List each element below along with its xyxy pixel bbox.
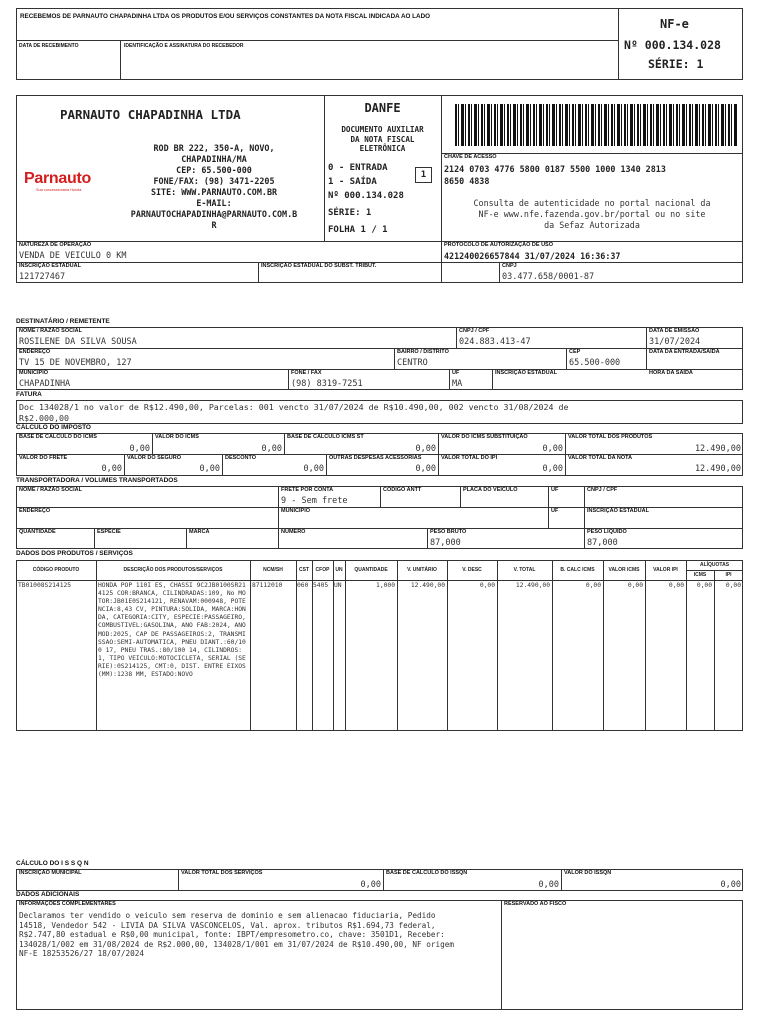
- th-aliquotas: ALÍQUOTAS: [699, 562, 730, 568]
- transp-antt-label: CÓDIGO ANTT: [383, 487, 422, 493]
- imposto-r2-label: VALOR DO SEGURO: [127, 455, 181, 461]
- endereco-line: CHAPADINHA/MA: [181, 154, 247, 164]
- item-codigo: TB01008S214125: [18, 582, 72, 589]
- cnpj-emitente-label: CNPJ: [502, 263, 517, 269]
- danfe-title: DANFE: [364, 101, 401, 115]
- reservado-fisco-label: RESERVADO AO FISCO: [504, 901, 567, 907]
- item-total: 12.490,00: [515, 582, 550, 589]
- th-cfop: CFOP: [315, 567, 330, 573]
- transp-cnpj-label: CNPJ / CPF: [587, 487, 618, 493]
- transp-frete: 9 - Sem frete: [281, 496, 348, 506]
- imposto-r2-value: 0,00: [101, 464, 122, 474]
- imposto-r2-value: 0,00: [542, 464, 563, 474]
- imposto-r1-label: VALOR DO ICMS SUBSTITUIÇÃO: [441, 434, 528, 440]
- emitente-endereco: [104, 143, 324, 231]
- info-complementares-label: INFORMAÇÕES COMPLEMENTARES: [19, 901, 116, 907]
- imposto-r2-label: VALOR TOTAL DA NOTA: [568, 455, 633, 461]
- consulta-autenticidade: [442, 198, 742, 231]
- issqn-section: CÁLCULO DO I S S Q N: [16, 860, 89, 867]
- natureza-value: VENDA DE VEICULO 0 KM: [19, 251, 127, 261]
- endereco-line: CEP: 65.500-000: [176, 165, 252, 175]
- imposto-r1-value: 0,00: [415, 444, 436, 454]
- endereco-line: E-MAIL:: [196, 198, 232, 208]
- imposto-r1-value: 0,00: [261, 444, 282, 454]
- barcode: [455, 104, 737, 146]
- transp-especie-label: ESPÉCIE: [97, 529, 121, 535]
- dest-nome-label: NOME / RAZÃO SOCIAL: [19, 328, 82, 334]
- info-complementares: [19, 911, 454, 959]
- dest-cnpj: 024.883.413-47: [459, 337, 531, 347]
- danfe-subtitle-line: DOCUMENTO AUXILIAR: [341, 125, 424, 134]
- th-aliq-icms: ICMS: [693, 572, 707, 578]
- th-cst: CST: [299, 567, 309, 573]
- transp-uf-label: UF: [551, 487, 559, 493]
- consulta-line: da Sefaz Autorizada: [544, 220, 640, 230]
- dest-entrada-saida-label: DATA DA ENTRADA/SAÍDA: [649, 349, 720, 355]
- th-desc: V. DESC: [462, 567, 482, 573]
- endereco-line: ROD BR 222, 350-A, NOVO,: [153, 143, 275, 153]
- imposto-r1-value: 0,00: [542, 444, 563, 454]
- dest-municipio-label: MUNICÍPIO: [19, 370, 49, 376]
- dest-cep-label: CEP: [569, 349, 581, 355]
- info-line: R$2.747,80 estadual e R$0,00 municipal, fonte: IBPT/empresometro.co, chave: 3501D1, Receber:: [19, 930, 445, 939]
- endereco-line: SITE: WWW.PARNAUTO.COM.BR: [150, 187, 278, 197]
- danfe-subtitle: [324, 125, 441, 154]
- dest-ie-label: INSCRIÇÃO ESTADUAL: [495, 370, 557, 376]
- item-icms: 0,00: [627, 582, 643, 589]
- protocolo-value: 421240026657844 31/07/2024 16:36:37: [444, 251, 621, 261]
- dest-uf-label: UF: [452, 370, 460, 376]
- parnauto-logo: [24, 170, 91, 192]
- item-ipi: 0,00: [668, 582, 684, 589]
- adicionais-section: DADOS ADICIONAIS: [16, 891, 80, 898]
- item-aliq-icms: 0,00: [696, 582, 712, 589]
- th-ipi: VALOR IPI: [653, 567, 678, 573]
- issqn-label: INSCRIÇÃO MUNICIPAL: [19, 870, 82, 876]
- imposto-r1-label: BASE DE CÁLCULO ICMS ST: [287, 434, 364, 440]
- logo-text: Parnauto: [24, 170, 91, 187]
- imposto-r1-value: 0,00: [129, 444, 150, 454]
- transp-nome-label: NOME / RAZÃO SOCIAL: [19, 487, 82, 493]
- transp-peso-liquido: 87,000: [587, 538, 618, 548]
- endereco-line: PARNAUTOCHAPADINHA@PARNAUTO.COM.B: [130, 209, 298, 219]
- canhoto-numero: Nº 000.134.028: [624, 38, 721, 52]
- th-aliq-ipi: IPI: [725, 572, 732, 578]
- dest-endereco: TV 15 DE NOVEMBRO, 127: [19, 358, 132, 368]
- canhoto-serie: SÉRIE: 1: [648, 57, 704, 71]
- transportador-section: TRANSPORTADORA / VOLUMES TRANSPORTADOS: [16, 477, 178, 484]
- th-icms: VALOR ICMS: [608, 567, 640, 573]
- dest-uf: MA: [452, 379, 463, 389]
- info-line: 134028/1/002 em 31/08/2024 de R$2.000,00, 134028/1/001 em 31/07/2024 de R$10.490,00, NF origem: [19, 939, 455, 949]
- danfe-entrada: 0 - ENTRADA: [328, 163, 388, 173]
- destinatario-section: DESTINATÁRIO / REMETENTE: [16, 318, 110, 325]
- imposto-r1-label: VALOR DO ICMS: [155, 434, 199, 440]
- item-aliq-ipi: 0,00: [725, 582, 741, 589]
- fatura-line-2: R$2.000,00: [19, 413, 69, 423]
- ie-label: INSCRIÇÃO ESTADUAL: [19, 263, 81, 269]
- th-quantidade: QUANTIDADE: [354, 567, 388, 573]
- imposto-r2-value: 12.490,00: [694, 464, 741, 474]
- dest-municipio: CHAPADINHA: [19, 379, 71, 389]
- ie-st-label: INSCRIÇÃO ESTADUAL DO SUBST. TRIBUT.: [261, 263, 377, 269]
- danfe-folha: FOLHA 1 / 1: [328, 225, 388, 235]
- produtos-section: DADOS DOS PRODUTOS / SERVIÇOS: [16, 550, 133, 557]
- th-descricao: DESCRIÇÃO DOS PRODUTOS/SERVIÇOS: [123, 567, 223, 573]
- imposto-r2-value: 0,00: [199, 464, 220, 474]
- danfe-subtitle-line: DA NOTA FISCAL: [350, 134, 415, 144]
- chave-line-2: 8650 4838: [444, 176, 490, 186]
- dest-endereco-label: ENDEREÇO: [19, 349, 51, 355]
- danfe-subtitle-line: ELETRÔNICA: [359, 144, 406, 153]
- transp-frete-label: FRETE POR CONTA: [281, 487, 334, 493]
- ie-value: 121727467: [19, 272, 66, 282]
- item-ncm: 87112010: [252, 582, 283, 589]
- dest-bairro: CENTRO: [397, 358, 428, 368]
- item-descricao: HONDA POP 110I ES, CHASSI 9C2JB0100SR214125 COR:BRANCA, CILINDRADAS:109, No MOTOR:JB01E0S214121, RENAVAM:000948, POTENCIA:8,43 CV, PINTURA:SOLIDA, MARCA:HONDA, CATEGORIA:CITY, ESPECIE:PASSAGEIRO, COMBUSTIVEL:GASOLINA, ANO FAB:2024, ANO MOD:2025, CAP DE PASSAGEIROS:2, TRANSMISSAO:SEMI-AUTOMATICA, PNEU DIANT.:60/100 17, PNEU TRAS.:80/100 14, CILINDROS:1, TIPO VEICULO:MOTOCICLETA, SERIAL (SERIE):0S214125, CMT:0, DIST. ENTRE EIXOS (MM):1238 MM, ESTADO:NOVO: [98, 582, 246, 679]
- dest-bairro-label: BAIRRO / DISTRITO: [397, 349, 449, 355]
- consulta-line: Consulta de autenticidade no portal nacional da: [473, 198, 711, 208]
- transp-endereco-label: ENDEREÇO: [19, 508, 51, 514]
- cnpj-emitente-value: 03.477.658/0001-87: [502, 272, 595, 282]
- info-line: 14518, Vendedor 542 - LIVIA DA SILVA VASCONCELOS, Val. aprox. tributos R$1.694,73 federal,: [19, 920, 436, 930]
- item-cst: 060: [297, 582, 309, 589]
- item-un: UN: [334, 582, 342, 589]
- danfe-serie: SÉRIE: 1: [328, 208, 372, 218]
- imposto-r2-label: VALOR TOTAL DO IPI: [441, 455, 498, 461]
- dest-fone: (98) 8319-7251: [291, 379, 363, 389]
- transp-municipio-label: MUNICÍPIO: [281, 508, 311, 514]
- transp-placa-label: PLACA DO VEÍCULO: [463, 487, 518, 493]
- canhoto-nfe-label: NF-e: [660, 17, 689, 31]
- th-ncm: NCM/SH: [263, 567, 283, 573]
- item-cfop: 5405: [313, 582, 329, 589]
- transp-peso-bruto: 87,000: [430, 538, 461, 548]
- dest-cep: 65.500-000: [569, 358, 621, 368]
- danfe-numero: Nº 000.134.028: [328, 191, 404, 201]
- imposto-section: CÁLCULO DO IMPOSTO: [16, 424, 91, 431]
- imposto-r2-label: VALOR DO FRETE: [19, 455, 68, 461]
- th-codigo: CÓDIGO PRODUTO: [32, 567, 80, 573]
- th-total: V. TOTAL: [513, 567, 536, 573]
- imposto-r2-value: 0,00: [415, 464, 436, 474]
- imposto-r1-label: BASE DE CÁLCULO DO ICMS: [19, 434, 97, 440]
- dest-emissao: 31/07/2024: [649, 337, 701, 347]
- endereco-line: R: [211, 220, 217, 230]
- consulta-line: NF-e www.nfe.fazenda.gov.br/portal ou no site: [478, 209, 706, 219]
- item-unitario: 12.490,00: [410, 582, 445, 589]
- th-un: UN: [335, 567, 343, 573]
- danfe-tipo-box: 1: [415, 167, 432, 183]
- imposto-r1-label: VALOR TOTAL DOS PRODUTOS: [568, 434, 653, 440]
- chave-line-1: 2124 0703 4776 5800 0187 5500 1000 1340 2813: [444, 164, 666, 174]
- dest-fone-label: FONE / FAX: [291, 370, 322, 376]
- th-bcalc: B. CALC ICMS: [560, 567, 595, 573]
- dest-hora-label: HORA DA SAÍDA: [649, 370, 693, 376]
- item-desc: 0,00: [479, 582, 495, 589]
- canhoto-text: RECEBEMOS DE PARNAUTO CHAPADINHA LTDA OS PRODUTOS E/OU SERVIÇOS CONSTANTES DA NOTA FISCAL INDICADA AO LADO: [20, 13, 431, 20]
- info-line: Declaramos ter vendido o veiculo sem reserva de dominio e sem alienacao fiduciaria, Pedido: [19, 911, 436, 920]
- issqn-label: VALOR TOTAL DOS SERVIÇOS: [181, 870, 263, 876]
- emitente-nome: PARNAUTO CHAPADINHA LTDA: [60, 107, 241, 122]
- dest-cnpj-label: CNPJ / CPF: [459, 328, 490, 334]
- natureza-label: NATUREZA DE OPERAÇÃO: [19, 242, 92, 248]
- th-unitario: V. UNITÁRIO: [407, 567, 437, 573]
- transp-marca-label: MARCA: [189, 529, 210, 535]
- issqn-value: 0,00: [360, 880, 381, 890]
- dest-emissao-label: DATA DE EMISSÃO: [649, 328, 700, 334]
- issqn-label: VALOR DO ISSQN: [564, 870, 612, 876]
- logo-subtext: Sua concessionária Honda: [36, 188, 82, 192]
- item-quantidade: 1,000: [376, 582, 395, 589]
- identificacao-label: IDENTIFICAÇÃO E ASSINATURA DO RECEBEDOR: [124, 43, 244, 49]
- transp-peso-bruto-label: PESO BRUTO: [430, 529, 467, 535]
- transp-quantidade-label: QUANTIDADE: [19, 529, 56, 535]
- transp-numero-label: NÚMERO: [281, 529, 306, 535]
- issqn-value: 0,00: [538, 880, 559, 890]
- imposto-r2-label: OUTRAS DESPESAS ACESSÓRIAS: [329, 455, 422, 461]
- danfe-saida: 1 - SAÍDA: [328, 177, 377, 187]
- issqn-label: BASE DE CÁLCULO DO ISSQN: [386, 870, 468, 876]
- info-line: NF-E 18253526/27 18/07/2024: [19, 949, 144, 958]
- transp-uf2-label: UF: [551, 508, 559, 514]
- imposto-r2-label: DESCONTO: [225, 455, 257, 461]
- data-recebimento-label: DATA DE RECEBIMENTO: [19, 43, 79, 49]
- item-bcalc: 0,00: [585, 582, 601, 589]
- imposto-r2-value: 0,00: [303, 464, 324, 474]
- chave-label: CHAVE DE ACESSO: [444, 154, 497, 160]
- fatura-line-1: Doc 134028/1 no valor de R$12.490,00, Parcelas: 001 vencto 31/07/2024 de R$10.490,00, 002 vencto 31/08/2024 de: [19, 402, 569, 412]
- dest-nome: ROSILENE DA SILVA SOUSA: [19, 337, 137, 347]
- transp-ie-label: INSCRIÇÃO ESTADUAL: [587, 508, 649, 514]
- fatura-section: FATURA: [16, 391, 42, 398]
- issqn-value: 0,00: [720, 880, 741, 890]
- protocolo-label: PROTOCOLO DE AUTORIZAÇÃO DE USO: [444, 242, 553, 248]
- endereco-line: FONE/FAX: (98) 3471-2205: [153, 176, 275, 186]
- transp-peso-liquido-label: PESO LÍQUIDO: [587, 529, 627, 535]
- imposto-r1-value: 12.490,00: [694, 444, 741, 454]
